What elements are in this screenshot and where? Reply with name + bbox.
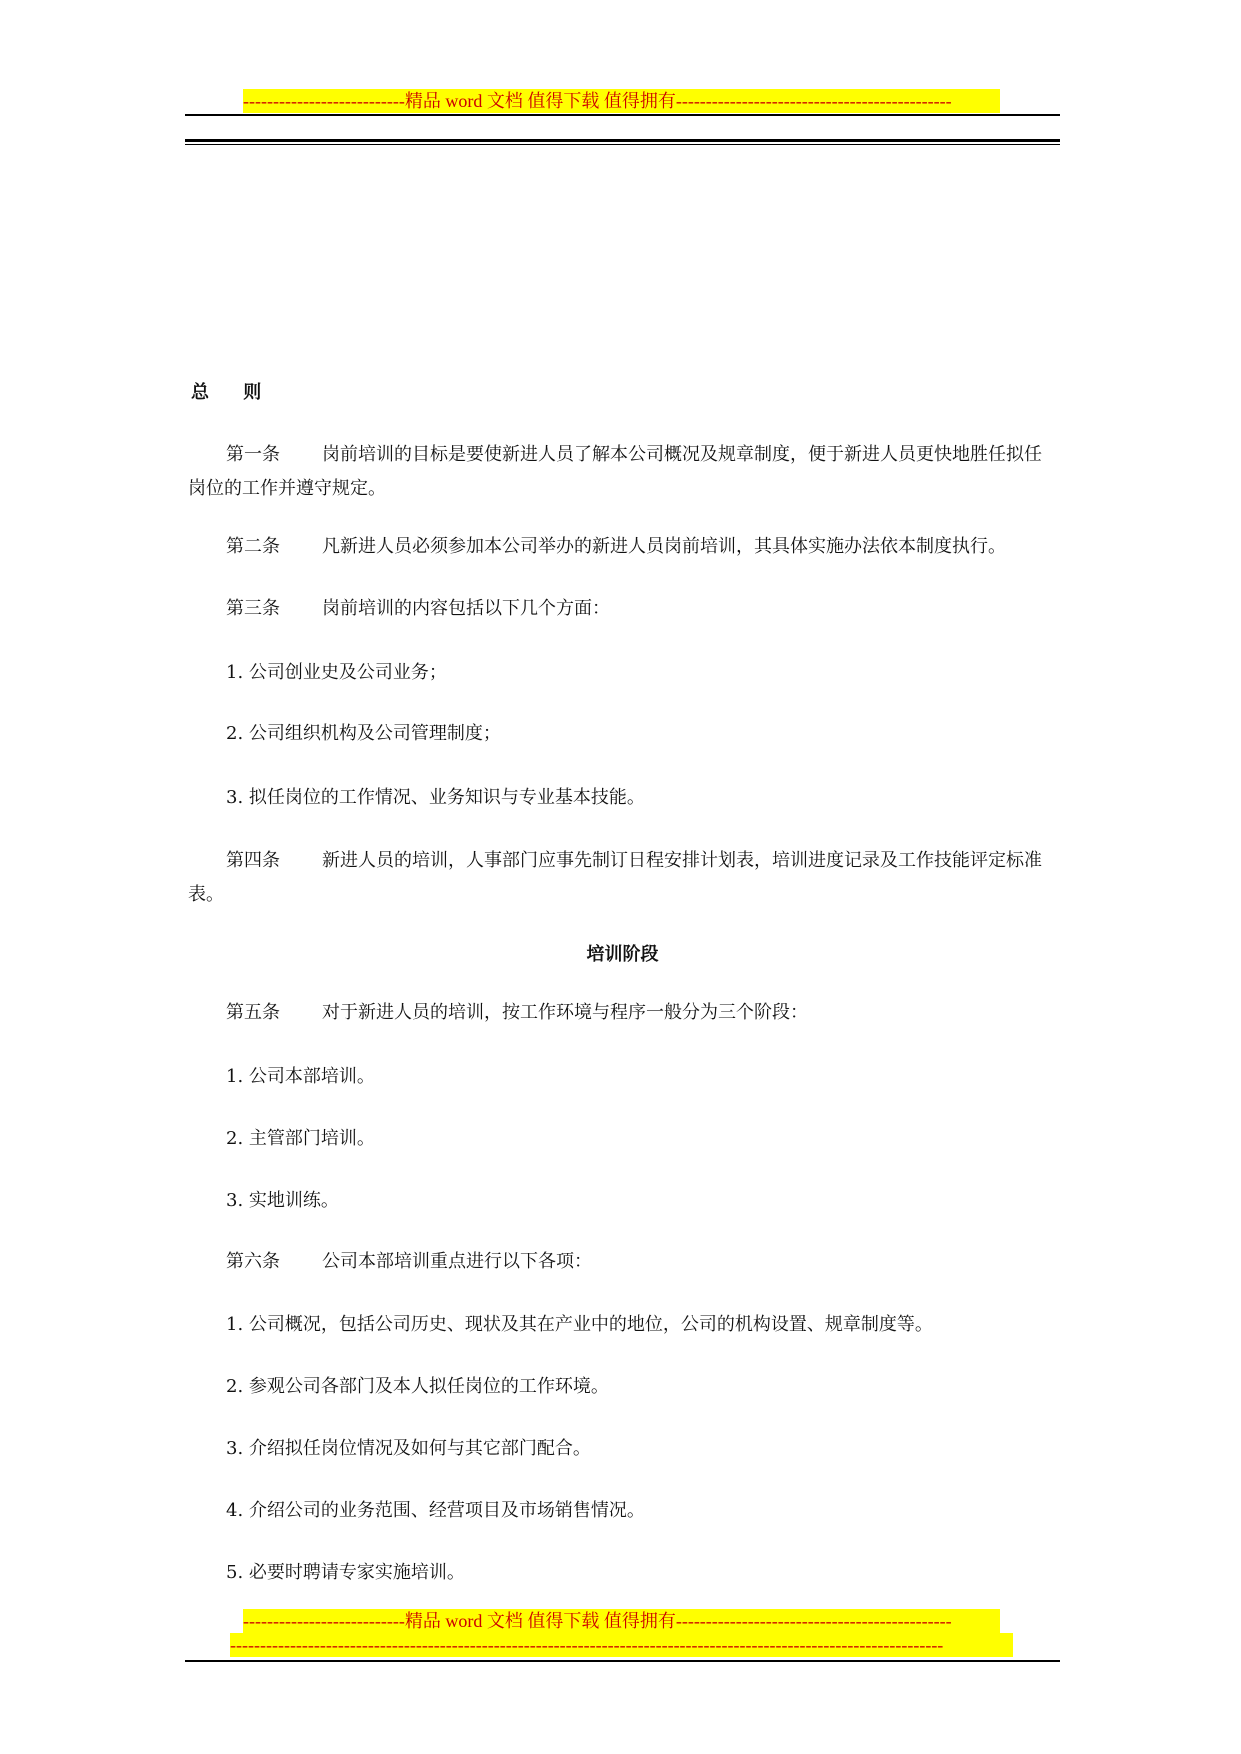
article-4 <box>188 844 1066 912</box>
header-banner: ---------------------------精品 word 文档 值得下载 值得拥有---------------------------------------------- <box>243 89 1000 113</box>
article-3-text: 岗前培训的内容包括以下几个方面： <box>322 598 610 619</box>
list-item: 1. 公司创业史及公司业务； <box>226 662 447 683</box>
section-title-general: 总 则 <box>191 382 276 403</box>
list-item: 1. 公司本部培训。 <box>226 1066 375 1087</box>
list-item: 2. 参观公司各部门及本人拟任岗位的工作环境。 <box>226 1376 609 1397</box>
article-4-text-line2: 表。 <box>188 884 224 905</box>
footer-banner: ---------------------------精品 word 文档 值得下载 值得拥有---------------------------------------------- <box>243 1609 1000 1633</box>
list-item: 4. 介绍公司的业务范围、经营项目及市场销售情况。 <box>226 1500 645 1521</box>
article-4-number: 第四条 <box>226 850 280 871</box>
list-item: 1. 公司概况，包括公司历史、现状及其在产业中的地位，公司的机构设置、规章制度等。 <box>226 1314 933 1335</box>
footer-rule <box>185 1660 1060 1662</box>
list-item: 3. 实地训练。 <box>226 1190 339 1211</box>
article-6-number: 第六条 <box>226 1251 280 1272</box>
article-4-text-line1: 新进人员的培训，人事部门应事先制订日程安排计划表，培训进度记录及工作技能评定标准 <box>322 850 1042 871</box>
header-double-rule-top <box>185 139 1060 142</box>
footer-dash-line: ----------------------------------------------------------------------------------------------------------------------- <box>230 1633 1013 1657</box>
article-2 <box>188 530 1066 564</box>
article-5-text: 对于新进人员的培训，按工作环境与程序一般分为三个阶段： <box>322 1002 808 1023</box>
article-3 <box>188 592 1066 626</box>
header-double-rule-bottom <box>185 144 1060 145</box>
article-1-text-line1: 岗前培训的目标是要使新进人员了解本公司概况及规章制度，便于新进人员更快地胜任拟任 <box>322 444 1042 465</box>
article-1-text-line2: 岗位的工作并遵守规定。 <box>188 478 386 499</box>
article-6 <box>188 1245 1066 1279</box>
article-1 <box>188 438 1066 506</box>
section-title-stages: 培训阶段 <box>586 944 659 965</box>
article-2-text: 凡新进人员必须参加本公司举办的新进人员岗前培训，其具体实施办法依本制度执行。 <box>322 536 1006 557</box>
article-3-number: 第三条 <box>226 598 280 619</box>
list-item: 2. 公司组织机构及公司管理制度； <box>226 723 501 744</box>
article-1-number: 第一条 <box>226 444 280 465</box>
header-rule <box>185 114 1060 116</box>
list-item: 2. 主管部门培训。 <box>226 1128 375 1149</box>
list-item: 5. 必要时聘请专家实施培训。 <box>226 1562 465 1583</box>
article-5 <box>188 996 1066 1030</box>
article-6-text: 公司本部培训重点进行以下各项： <box>322 1251 592 1272</box>
list-item: 3. 拟任岗位的工作情况、业务知识与专业基本技能。 <box>226 787 645 808</box>
article-2-number: 第二条 <box>226 536 280 557</box>
list-item: 3. 介绍拟任岗位情况及如何与其它部门配合。 <box>226 1438 591 1459</box>
article-5-number: 第五条 <box>226 1002 280 1023</box>
